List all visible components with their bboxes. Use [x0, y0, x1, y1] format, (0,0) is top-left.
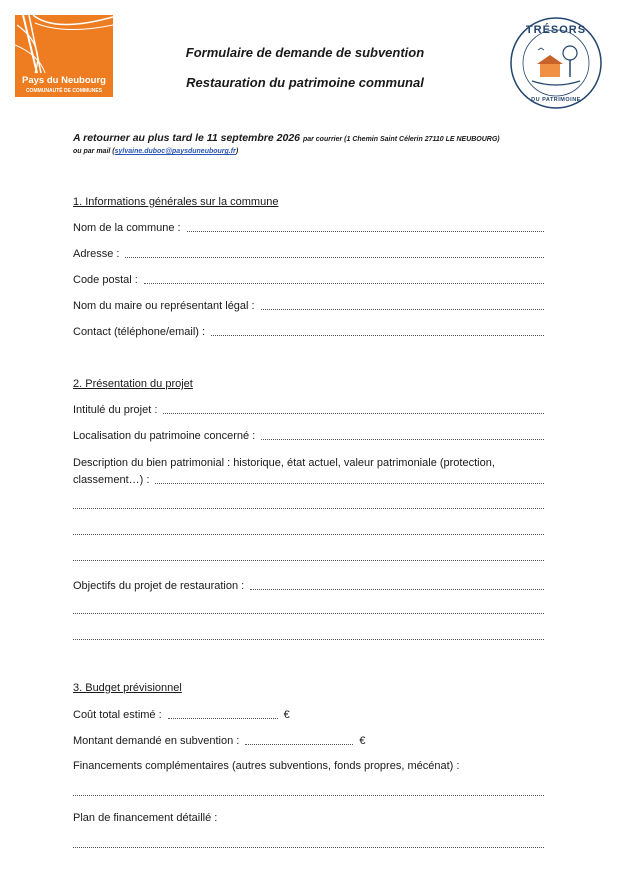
fill-line[interactable]	[163, 403, 544, 414]
fill-line[interactable]	[245, 734, 353, 745]
description-label: Description du bien patrimonial : historique, état actuel, valeur patrimoniale (protection,	[73, 457, 495, 469]
fill-line[interactable]	[73, 507, 544, 509]
field-label: Code postal :	[73, 274, 138, 286]
fill-line[interactable]	[211, 325, 544, 336]
field-label: Localisation du patrimoine concerné :	[73, 430, 256, 442]
field-mayor[interactable]	[73, 298, 544, 312]
fill-line[interactable]	[73, 846, 544, 848]
badge-top-text: TRÉSORS	[525, 24, 587, 36]
fill-line[interactable]	[73, 794, 544, 796]
fill-line[interactable]	[144, 273, 544, 284]
field-label: Nom du maire ou représentant légal :	[73, 300, 255, 312]
section2-title: 2. Présentation du projet	[73, 378, 193, 390]
field-commune-name[interactable]	[73, 220, 544, 234]
fill-line[interactable]	[73, 533, 544, 535]
field-objectives[interactable]	[73, 578, 544, 592]
field-total-cost[interactable]	[73, 707, 290, 721]
form-title: Formulaire de demande de subvention	[185, 45, 425, 60]
section1-title: 1. Informations générales sur la commune	[73, 196, 279, 208]
field-address[interactable]	[73, 246, 544, 260]
plan-label: Plan de financement détaillé :	[73, 812, 218, 824]
badge-bottom-text: DU PATRIMOINE	[531, 97, 581, 103]
fill-line[interactable]	[250, 579, 544, 590]
fill-line[interactable]	[261, 299, 544, 310]
field-label: Adresse :	[73, 248, 120, 260]
fill-line[interactable]	[261, 429, 544, 440]
fill-line[interactable]	[187, 221, 544, 232]
field-label: Intitulé du projet :	[73, 404, 158, 416]
complementary-label: Financements complémentaires (autres subventions, fonds propres, mécénat) :	[73, 760, 460, 772]
field-label: classement…) :	[73, 474, 150, 486]
form-subtitle: Restauration du patrimoine communal	[186, 75, 424, 90]
currency-symbol: €	[283, 709, 290, 721]
mail-instructions	[73, 148, 238, 155]
logo-line2: COMMUNAUTÉ DE COMMUNES	[25, 88, 103, 94]
mail-prefix: ou par mail (	[73, 148, 115, 155]
field-requested-amount[interactable]	[73, 733, 365, 747]
field-label: Nom de la commune :	[73, 222, 181, 234]
mail-link[interactable]: sylvaine.duboc@paysduneubourg.fr	[114, 148, 236, 155]
field-project-title[interactable]	[73, 402, 544, 416]
field-contact[interactable]	[73, 324, 544, 338]
fill-line[interactable]	[73, 638, 544, 640]
logo-line1: Pays du Neubourg	[22, 75, 106, 86]
field-location[interactable]	[73, 428, 544, 442]
section3-title: 3. Budget prévisionnel	[73, 682, 182, 694]
fill-line[interactable]	[73, 612, 544, 614]
pays-du-neubourg-logo	[15, 15, 113, 97]
return-instructions	[73, 132, 500, 144]
fill-line[interactable]	[155, 473, 544, 484]
mail-suffix: )	[235, 148, 239, 155]
deadline-text: A retourner au plus tard le 11 septembre 2026	[73, 132, 301, 144]
fill-line[interactable]	[125, 247, 544, 258]
field-label: Montant demandé en subvention :	[73, 735, 240, 747]
field-label: Contact (téléphone/email) :	[73, 326, 206, 338]
field-label: Coût total estimé :	[73, 709, 162, 721]
fill-line[interactable]	[73, 559, 544, 561]
field-description[interactable]	[73, 472, 544, 486]
field-postal-code[interactable]	[73, 272, 544, 286]
tresors-du-patrimoine-logo	[508, 15, 604, 111]
field-label: Objectifs du projet de restauration :	[73, 580, 245, 592]
courier-text: par courrier (1 Chemin Saint Célerin 27110 LE NEUBOURG)	[302, 136, 500, 143]
currency-symbol: €	[359, 735, 366, 747]
fill-line[interactable]	[168, 708, 278, 719]
